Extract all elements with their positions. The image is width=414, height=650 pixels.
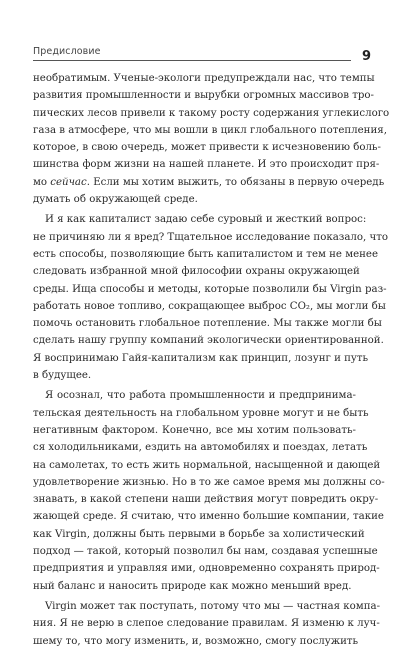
paragraph xyxy=(33,70,390,208)
text-line: подход — такой, который позволил бы нам, создавая успешные xyxy=(33,546,378,558)
text-line: тельская деятельность на глобальном уровне могут и не быть xyxy=(33,407,369,419)
running-header xyxy=(33,46,351,61)
text-line: среды. Ища способы и методы, которые позволили бы Virgin раз- xyxy=(33,283,387,295)
text-line: газа в атмосфере, что мы вошли в цикл глобального потепления, xyxy=(33,124,387,136)
text-line: пических лесов привели к такому росту содержания углекислого xyxy=(33,107,390,119)
text-line: на самолетах, то есть жить нормальной, насыщенной и дающей xyxy=(33,459,381,471)
text-line: ный баланс и наносить природе как можно меньший вред. xyxy=(33,580,352,592)
text-line: шинства форм жизни на нашей планете. И это происходит пря- xyxy=(33,159,380,171)
text-line: думать об окружающей среде. xyxy=(33,194,198,206)
text-line: знавать, в какой степени наши действия могут повредить окру- xyxy=(33,494,379,506)
body-text xyxy=(33,70,390,650)
text-line: необратимым. Ученые-экологи предупреждали нас, что темпы xyxy=(33,73,375,84)
text-line: жающей среде. Я считаю, что именно большие компании, такие xyxy=(33,511,384,523)
text-line: ния. Я не верю в слепое следование правилам. Я изменю к луч- xyxy=(33,618,380,630)
text-line: развития промышленности и вырубки огромных массивов тро- xyxy=(33,90,374,102)
text-line: шему то, что могу изменить, и, возможно, смогу послужить xyxy=(33,635,359,647)
text-line: удовлетворение жизнью. Но в то же самое время мы должны со- xyxy=(33,476,385,488)
text-line: есть способы, позволяющие быть капиталистом и тем не менее xyxy=(33,248,378,260)
text-line: которое, в свою очередь, может привести к исчезновению боль- xyxy=(33,142,381,154)
text-line: в будущее. xyxy=(33,370,92,382)
text-line: И я как капиталист задаю себе суровый и жесткий вопрос: xyxy=(45,214,367,226)
text-line: негативным фактором. Конечно, все мы хотим пользовать- xyxy=(33,424,356,436)
text-line: ся холодильниками, ездить на автомобилях и поездах, летать xyxy=(33,442,368,454)
text-line: не причиняю ли я вред? Тщательное исследование показало, что xyxy=(33,231,388,243)
text-line: работать новое топливо, сокращающее выброс CO₂, мы могли бы xyxy=(33,300,386,312)
text-line: Я воспринимаю Гайя-капитализм как принцип, лозунг и путь xyxy=(33,352,369,364)
text-line: Virgin может так поступать, потому что мы — частная компа- xyxy=(45,600,381,612)
text-line: сделать нашу группу компаний экологически ориентированной. xyxy=(33,335,384,347)
paragraph xyxy=(33,387,385,595)
paragraph xyxy=(33,211,388,384)
section-title: Предисловие xyxy=(33,46,101,57)
text-line: предприятия и управляя ими, одновременно сохранять природ- xyxy=(33,563,380,575)
text-line: мо сейчас. Если мы хотим выжить, то обязаны в первую очередь xyxy=(33,176,385,188)
text-line: помочь остановить глобальное потепление. Мы также могли бы xyxy=(33,318,382,330)
text-line: как Virgin, должны быть первыми в борьбе за холистический xyxy=(33,528,365,540)
paragraph xyxy=(33,598,381,650)
text-line: следовать избранной мной философии охраны окружающей xyxy=(33,266,360,278)
page-number: 9 xyxy=(362,49,372,64)
text-line: Я осознал, что работа промышленности и предпринима- xyxy=(45,390,356,402)
